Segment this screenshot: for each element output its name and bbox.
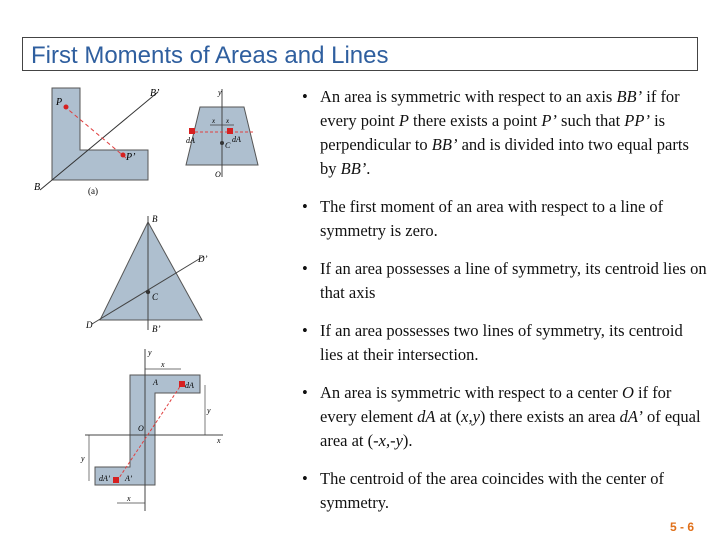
label-b-prime: B’: [152, 324, 161, 334]
label-b-prime: B’: [150, 88, 160, 99]
label-da-right: dA: [232, 135, 241, 144]
label-a-prime: A’: [125, 474, 133, 483]
label-x-left: x: [212, 117, 216, 125]
bullet-centroid-on-axis: • If an area possesses a line of symmetry, its centroid lies on that axis: [302, 259, 707, 302]
dim-neg-x: x: [127, 494, 131, 503]
bullet-text: An area is symmetric with respect to a center O if for every element dA at (x,y) there exists an area dA’ of equal area at (-x,-y).: [320, 383, 701, 450]
label-b: B: [152, 214, 158, 224]
dim-y: y: [207, 406, 211, 415]
label-p-prime: P’: [126, 152, 136, 163]
l-shape-figure: [30, 78, 170, 198]
label-da: dA: [185, 381, 194, 390]
label-x-axis: x: [217, 436, 221, 445]
label-o: O: [138, 424, 144, 433]
label-b: B: [34, 182, 41, 193]
bullet-center-symmetry: • An area is symmetric with respect to a center O if for every element dA at (x,y) there exists an area dA’ of equal area at (-x,-y).: [302, 383, 701, 450]
bullet-text: An area is symmetric with respect to an axis BB’ if for every point P there exists a point P’ such that PP’ is perpendicular to BB’ and is divided into two equal parts by BB’.: [320, 87, 689, 178]
caption-a: (a): [88, 186, 98, 196]
bullet-centroid-center: • The centroid of the area coincides with the center of symmetry.: [302, 469, 665, 512]
label-x-right: x: [226, 117, 230, 125]
bullet-axis-symmetry: • An area is symmetric with respect to an axis BB’ if for every point P there exists a point P’ such that PP’ is perpendicular to BB’ and is divided into two equal parts by BB’.: [302, 87, 689, 178]
z-shape-figure: [75, 345, 230, 515]
label-p: P: [56, 97, 63, 108]
label-y-axis: y: [218, 88, 222, 97]
label-c: C: [152, 292, 159, 302]
label-y-axis: y: [148, 348, 152, 357]
bullet-list: [298, 85, 708, 515]
dim-neg-y: y: [81, 454, 85, 463]
dim-x: x: [161, 360, 165, 369]
bullet-text: If an area possesses a line of symmetry, its centroid lies on that axis: [320, 259, 707, 302]
label-da-prime: dA’: [99, 474, 111, 483]
label-o: O: [215, 170, 221, 179]
bullet-first-moment-zero: • The first moment of an area with respect to a line of symmetry is zero.: [302, 197, 664, 240]
label-c: C: [225, 141, 231, 150]
label-da-left: dA: [186, 136, 195, 145]
triangle-figure: [80, 210, 215, 335]
trapezoid-figure: [178, 85, 268, 180]
page-number: 5 - 6: [669, 520, 694, 534]
bullet-text: If an area possesses two lines of symmetry, its centroid lies at their intersection.: [320, 321, 683, 364]
label-d-prime: D’: [198, 254, 208, 264]
label-d: D: [86, 320, 93, 330]
bullet-text: The first moment of an area with respect to a line of symmetry is zero.: [320, 197, 664, 240]
bullet-centroid-intersection: • If an area possesses two lines of symmetry, its centroid lies at their intersection.: [302, 321, 683, 364]
slide-title: First Moments of Areas and Lines: [22, 37, 698, 71]
bullet-text: The centroid of the area coincides with the center of symmetry.: [320, 469, 665, 512]
label-a: A: [153, 378, 158, 387]
